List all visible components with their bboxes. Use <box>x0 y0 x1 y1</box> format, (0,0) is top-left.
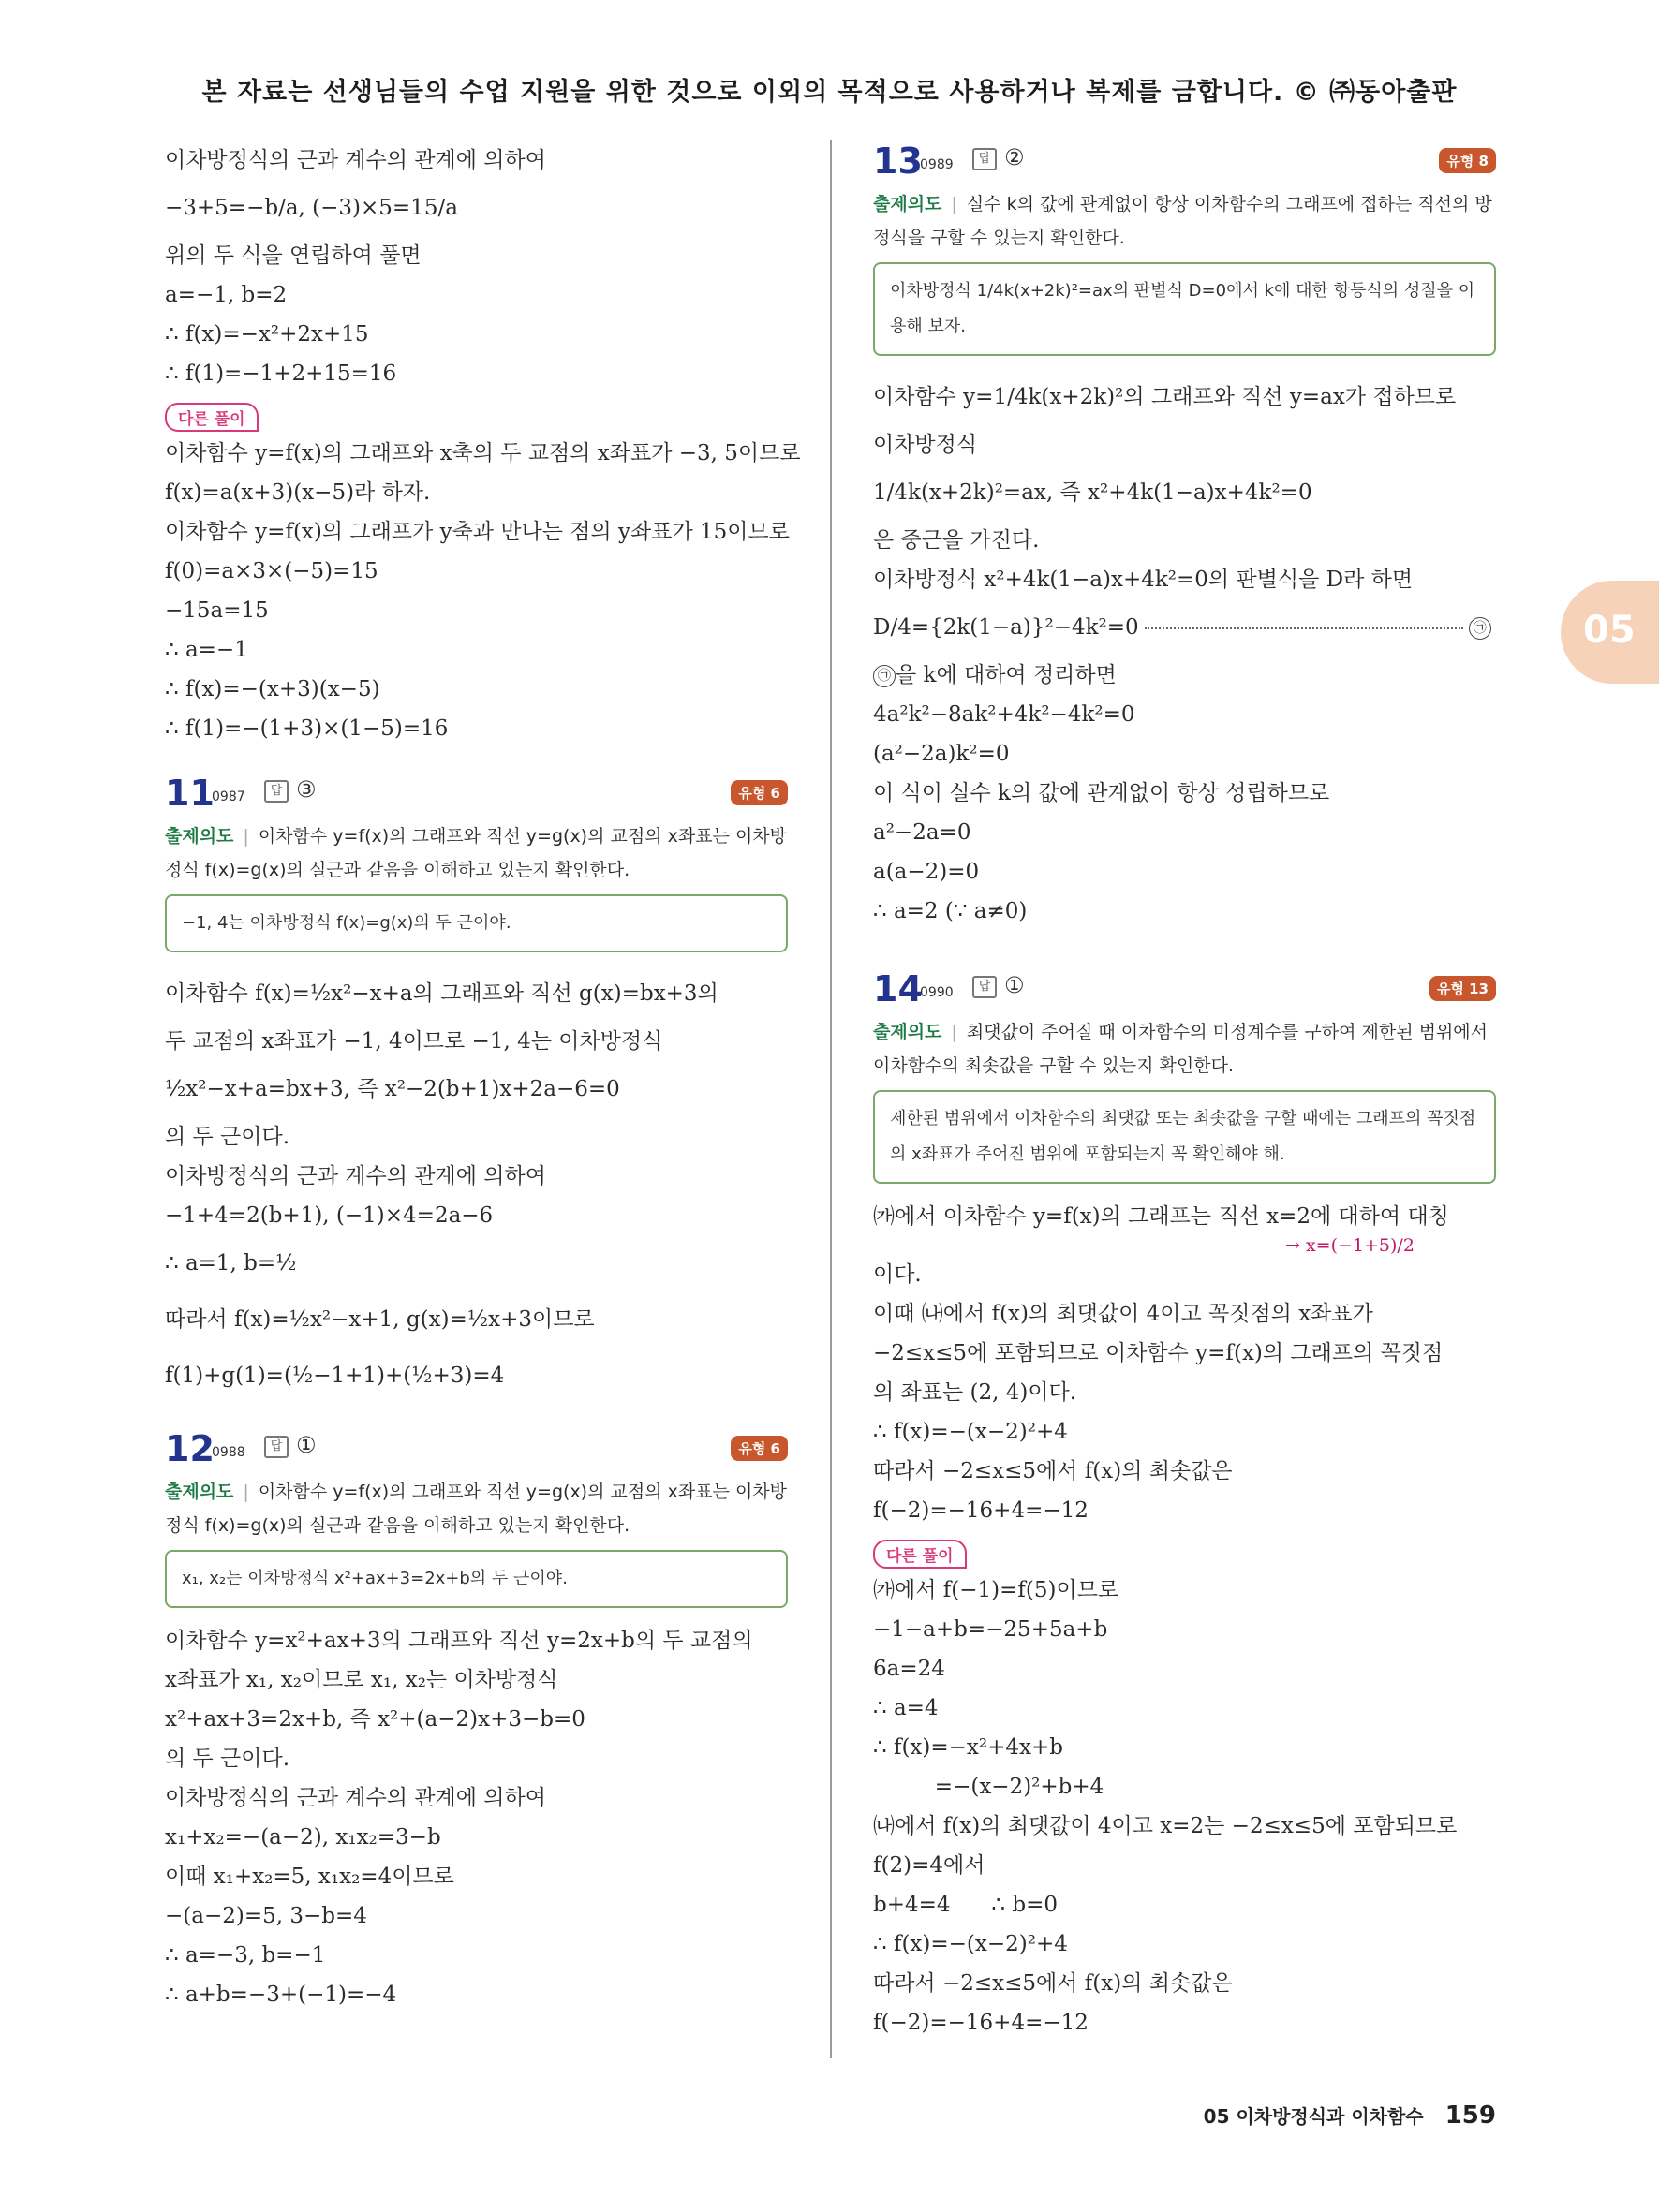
intent-text: 실수 k의 값에 관계없이 항상 이차함수의 그래프에 접하는 직선의 방정식을 구할 수 있는지 확인한다. <box>873 194 1492 248</box>
intent-label: 출제의도 <box>873 194 942 214</box>
text-line: 이차방정식 <box>873 433 978 457</box>
hint-box: x₁, x₂는 이차방정식 x²+ax+3=2x+b의 두 근이야. <box>165 1550 788 1608</box>
chapter-tab-label: 05 <box>1583 609 1636 652</box>
answer-icon: 답 <box>264 1436 289 1458</box>
intent <box>873 1015 1496 1083</box>
math-line: b+4=4 ∴ b=0 <box>873 1893 1058 1917</box>
problem-code: 0990 <box>920 985 954 1000</box>
math-line: −1−a+b=−25+5a+b <box>873 1617 1108 1642</box>
hint-box: 이차방정식 1/4k(x+2k)²=ax의 판별식 D=0에서 k에 대한 항등식의 성질을 이용해 보자. <box>873 262 1496 356</box>
column-divider <box>830 140 832 2058</box>
text-line: 이다. <box>873 1262 922 1287</box>
intent-separator: | <box>951 1022 957 1042</box>
problem-header <box>165 773 788 819</box>
type-tag: 유형 6 <box>731 780 788 805</box>
problem-header <box>873 140 1496 187</box>
text-line: 위의 두 식을 연립하여 풀면 <box>165 243 422 268</box>
math-line: 이차함수 y=1/4k(x+2k)²의 그래프와 직선 y=ax가 접하므로 <box>873 385 1457 409</box>
math-line: −3+5=−b/a, (−3)×5=15/a <box>165 196 458 220</box>
math-line: f(0)=a×3×(−5)=15 <box>165 559 378 583</box>
type-tag: 유형 13 <box>1429 976 1496 1001</box>
math-line: ½x²−x+a=bx+3, 즉 x²−2(b+1)x+2a−6=0 <box>165 1077 620 1101</box>
math-line: 이차방정식 x²+4k(1−a)x+4k²=0의 판별식을 D라 하면 <box>873 568 1414 592</box>
intent-label: 출제의도 <box>873 1022 942 1042</box>
answer-icon: 답 <box>972 148 997 170</box>
line-text: 을 k에 대하여 정리하면 <box>896 663 1117 687</box>
intent <box>165 1475 788 1542</box>
problem-number: 12 <box>165 1428 215 1469</box>
text-line: 이차방정식의 근과 계수의 관계에 의하여 <box>165 148 546 172</box>
math-line: −1+4=2(b+1), (−1)×4=2a−6 <box>165 1203 494 1228</box>
math-line: a²−2a=0 <box>873 820 971 845</box>
math-line: 4a²k²−8ak²+4k²−4k²=0 <box>873 702 1135 727</box>
text-line: 의 좌표는 (2, 4)이다. <box>873 1380 1077 1405</box>
math-line: ∴ f(x)=−x²+4x+b <box>873 1735 1063 1760</box>
math-line: f(1)+g(1)=(½−1+1)+(½+3)=4 <box>165 1364 505 1388</box>
math-line: ㈎에서 f(−1)=f(5)이므로 <box>873 1578 1119 1602</box>
answer-value: ① <box>1004 972 1025 998</box>
left-column <box>165 140 801 2014</box>
dotted-leader <box>1145 627 1463 629</box>
problem-number: 14 <box>873 968 923 1010</box>
intent-separator: | <box>243 1482 249 1502</box>
math-line: ∴ a=1, b=½ <box>165 1251 297 1276</box>
text-line: 따라서 −2≤x≤5에서 f(x)의 최솟값은 <box>873 1971 1233 1996</box>
intent-separator: | <box>951 194 957 214</box>
intent-text: 최댓값이 주어질 때 이차함수의 미정계수를 구하여 제한된 범위에서 이차함수의 최솟값을 구할 수 있는지 확인한다. <box>873 1022 1489 1076</box>
math-line: ∴ f(x)=−(x−2)²+4 <box>873 1932 1068 1956</box>
math-line: 이때 x₁+x₂=5, x₁x₂=4이므로 <box>165 1865 454 1889</box>
math-line: 6a=24 <box>873 1657 945 1681</box>
alt-solution-badge: 다른 풀이 <box>165 403 259 432</box>
problem-code: 0989 <box>920 157 954 172</box>
math-line: 이차함수 f(x)=½x²−x+a의 그래프와 직선 g(x)=bx+3의 <box>165 981 718 1006</box>
text-line: 이차방정식의 근과 계수의 관계에 의하여 <box>165 1164 546 1188</box>
math-line: ∴ f(1)=−(1+3)×(1−5)=16 <box>165 716 449 741</box>
problem-header <box>165 1428 788 1475</box>
math-line <box>873 656 1496 695</box>
math-line: ∴ f(x)=−(x−2)²+4 <box>873 1420 1068 1444</box>
intent-separator: | <box>243 826 249 847</box>
math-line: ∴ a=−3, b=−1 <box>165 1943 326 1968</box>
problem-header <box>873 968 1496 1015</box>
footer-section: 05 이차방정식과 이차함수 <box>1203 2105 1424 2128</box>
type-tag: 유형 8 <box>1439 148 1496 173</box>
problem-number: 13 <box>873 140 923 182</box>
math-line: ∴ a=2 (∵ a≠0) <box>873 899 1028 923</box>
text-line: ㈏에서 f(x)의 최댓값이 4이고 x=2는 −2≤x≤5에 포함되므로 <box>873 1814 1458 1838</box>
answer-icon: 답 <box>972 976 997 998</box>
math-line: ∴ f(x)=−x²+2x+15 <box>165 322 369 347</box>
text-line: 의 두 근이다. <box>165 1125 290 1149</box>
text-line: −2≤x≤5에 포함되므로 이차함수 y=f(x)의 그래프의 꼭짓점 <box>873 1341 1444 1365</box>
math-line: x₁+x₂=−(a−2), x₁x₂=3−b <box>165 1825 441 1850</box>
text-line: 이차함수 y=f(x)의 그래프와 x축의 두 교점의 x좌표가 −3, 5이므로 <box>165 441 801 465</box>
problem-number: 11 <box>165 773 215 814</box>
right-column <box>873 140 1496 2042</box>
answer-value: ② <box>1004 144 1025 170</box>
answer-icon: 답 <box>264 780 289 803</box>
math-line: f(−2)=−16+4=−12 <box>873 1498 1089 1523</box>
intent-text: 이차함수 y=f(x)의 그래프와 직선 y=g(x)의 교점의 x좌표는 이차방정식 f(x)=g(x)의 실근과 같음을 이해하고 있는지 확인한다. <box>165 826 788 880</box>
math-line: (a²−2a)k²=0 <box>873 742 1010 766</box>
equation-marked <box>873 599 1496 656</box>
hint-box: 제한된 범위에서 이차함수의 최댓값 또는 최솟값을 구할 때에는 그래프의 꼭짓점의 x좌표가 주어진 범위에 포함되는지 꼭 확인해야 해. <box>873 1090 1496 1184</box>
math-line: ∴ a=4 <box>873 1696 939 1720</box>
page-footer <box>1204 2101 1496 2130</box>
math-line: f(−2)=−16+4=−12 <box>873 2011 1089 2035</box>
math-line: ∴ f(1)=−1+2+15=16 <box>165 361 397 386</box>
type-tag: 유형 6 <box>731 1436 788 1461</box>
text-line: 이차함수 y=x²+ax+3의 그래프와 직선 y=2x+b의 두 교점의 <box>165 1629 753 1653</box>
text-line: 이때 ㈏에서 f(x)의 최댓값이 4이고 꼭짓점의 x좌표가 <box>873 1302 1373 1326</box>
alt-solution-badge: 다른 풀이 <box>873 1540 967 1569</box>
intent-text: 이차함수 y=f(x)의 그래프와 직선 y=g(x)의 교점의 x좌표는 이차방정식 f(x)=g(x)의 실근과 같음을 이해하고 있는지 확인한다. <box>165 1482 788 1536</box>
math-line: −(a−2)=5, 3−b=4 <box>165 1904 367 1928</box>
annotation: → x=(−1+5)/2 <box>1285 1235 1415 1256</box>
math-line: =−(x−2)²+b+4 <box>873 1775 1104 1799</box>
math-line: ∴ a+b=−3+(−1)=−4 <box>165 1983 397 2007</box>
intent <box>165 819 788 887</box>
equation-marker: ㉠ <box>873 665 896 687</box>
math-line: f(2)=4에서 <box>873 1853 985 1878</box>
text-line: 의 두 근이다. <box>165 1747 290 1771</box>
math-line: a=−1, b=2 <box>165 283 288 307</box>
math-line: −15a=15 <box>165 598 269 623</box>
text-line: 두 교점의 x좌표가 −1, 4이므로 −1, 4는 이차방정식 <box>165 1029 663 1054</box>
chapter-tab <box>1561 581 1659 684</box>
text-line: 이차방정식의 근과 계수의 관계에 의하여 <box>165 1786 546 1810</box>
math-line: 1/4k(x+2k)²=ax, 즉 x²+4k(1−a)x+4k²=0 <box>873 480 1312 505</box>
math-line: ㈎에서 이차함수 y=f(x)의 그래프는 직선 x=2에 대하여 대칭 <box>873 1204 1449 1229</box>
text-line: x좌표가 x₁, x₂이므로 x₁, x₂는 이차방정식 <box>165 1668 558 1692</box>
answer-value: ③ <box>296 776 317 803</box>
math-line: f(x)=a(x+3)(x−5)라 하자. <box>165 480 431 505</box>
math-line: x²+ax+3=2x+b, 즉 x²+(a−2)x+3−b=0 <box>165 1707 585 1732</box>
problem-code: 0988 <box>212 1445 245 1460</box>
text-line: 이차함수 y=f(x)의 그래프가 y축과 만나는 점의 y좌표가 15이므로 <box>165 520 790 544</box>
intent <box>873 187 1496 255</box>
answer-value: ① <box>296 1432 317 1458</box>
text-line: 따라서 −2≤x≤5에서 f(x)의 최솟값은 <box>873 1459 1233 1483</box>
copyright-notice: 본 자료는 선생님들의 수업 지원을 위한 것으로 이외의 목적으로 사용하거나 복제를 금합니다. © ㈜동아출판 <box>201 78 1458 107</box>
text-line: 이 식이 실수 k의 값에 관계없이 항상 성립하므로 <box>873 781 1330 805</box>
math-line: a(a−2)=0 <box>873 860 980 884</box>
math-line: ∴ f(x)=−(x+3)(x−5) <box>165 677 380 701</box>
equation-marker: ㉠ <box>1469 617 1491 640</box>
math-line: ∴ a=−1 <box>165 638 248 662</box>
math-line: 따라서 f(x)=½x²−x+1, g(x)=½x+3이므로 <box>165 1307 595 1332</box>
hint-box: −1, 4는 이차방정식 f(x)=g(x)의 두 근이야. <box>165 894 788 952</box>
text-line: 은 중근을 가진다. <box>873 528 1040 553</box>
problem-code: 0987 <box>212 789 245 804</box>
intent-label: 출제의도 <box>165 1482 234 1502</box>
equation-text: D/4={2k(1−a)}²−4k²=0 <box>873 615 1139 640</box>
intent-label: 출제의도 <box>165 826 234 847</box>
page-number: 159 <box>1444 2101 1496 2130</box>
